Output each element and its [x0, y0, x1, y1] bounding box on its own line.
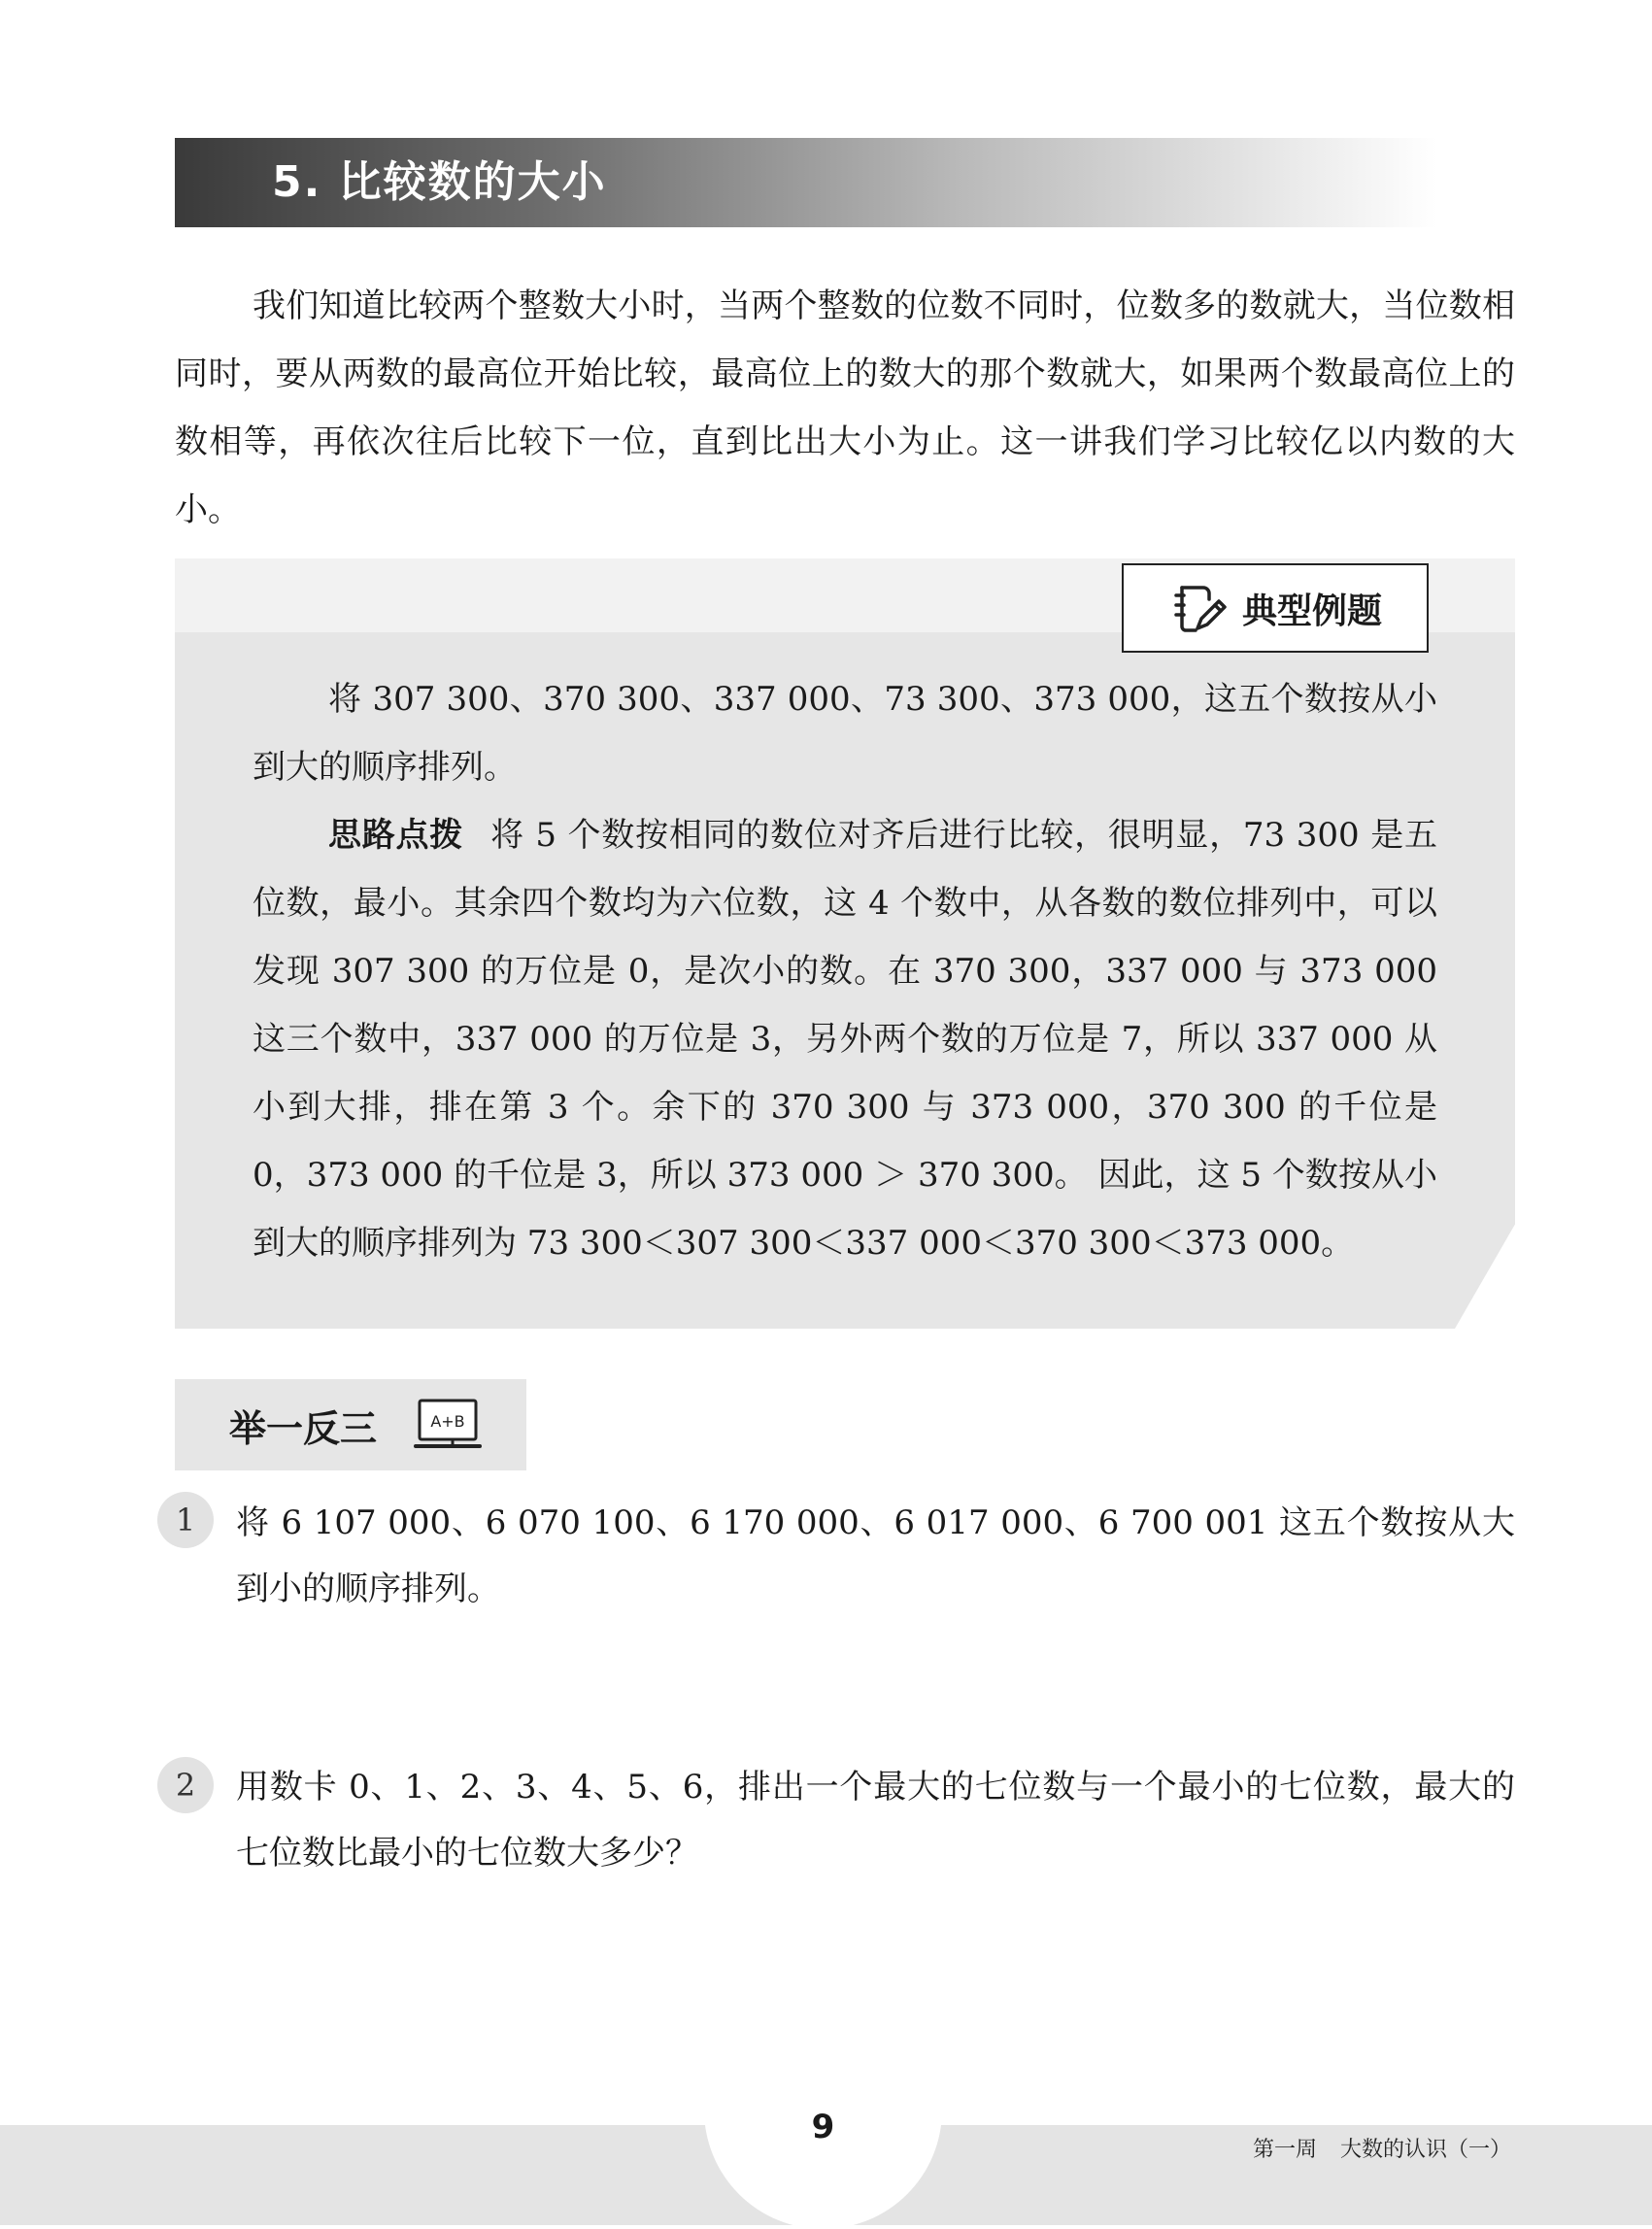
- practice-title: 举一反三: [229, 1406, 378, 1450]
- question-1-text: 将 6 107 000、6 070 100、6 170 000、6 017 000、6 700 001 这五个数按从大到小的顺序排列。: [236, 1503, 1515, 1608]
- example-label: [1122, 563, 1429, 653]
- page-number: 9: [811, 2108, 835, 2146]
- analysis-label: 思路点拨: [328, 816, 464, 855]
- question-2-text: 用数卡 0、1、2、3、4、5、6，排出一个最大的七位数与一个最小的七位数，最大的七位数比最小的七位数大多少？: [236, 1768, 1515, 1873]
- analysis-text: 将 5 个数按相同的数位对齐后进行比较，很明显，73 300 是五位数，最小。其余四个数均为六位数，这 4 个数中，从各数的数位排列中，可以发现 307 300 的万位是 0，是次小的数。在 370 300，337 000 与 373 000 这三个数中，337 000 的万位是 3，另外两个数的万位是 7，所以 337 000 从小到大排，排在第 3 个。余下的 370 300 与 373 000，370 300 的千位是 0，373 000 的千位是 3，所以 373 000 ＞ 370 300。 因此，这 5 个数按从小到大的顺序排列为 73 300＜307 300＜337 000＜370 300＜373 000。: [253, 816, 1437, 1263]
- footer-chapter-title: 大数的认识（一）: [1340, 2138, 1512, 2162]
- footer-week: 第一周: [1253, 2138, 1318, 2162]
- note-pen-icon: [1168, 578, 1229, 638]
- question-number-badge: 2: [157, 1757, 214, 1813]
- blackboard-text: A+B: [430, 1412, 465, 1431]
- section-title: 5. 比较数的大小: [272, 157, 607, 207]
- intro-paragraph: 我们知道比较两个整数大小时，当两个整数的位数不同时，位数多的数就大，当位数相同时，要从两数的最高位开始比较，最高位上的数大的那个数就大，如果两个数最高位上的数相等，再依次往后比较下一位，直到比出大小为止。这一讲我们学习比较亿以内数的大小。: [175, 287, 1515, 529]
- example-label-text: 典型例题: [1241, 591, 1382, 631]
- question-number-badge: 1: [157, 1492, 214, 1548]
- example-analysis: [253, 801, 1437, 1277]
- practice-tab: [175, 1379, 526, 1470]
- example-problem: 将 307 300、370 300、337 000、73 300、373 000，这五个数按从小到大的顺序排列。: [253, 680, 1437, 787]
- blackboard-icon: [414, 1398, 482, 1452]
- example-content: [253, 665, 1437, 1277]
- footer-chapter: [1253, 2133, 1511, 2163]
- section-title-bar: [175, 138, 1437, 227]
